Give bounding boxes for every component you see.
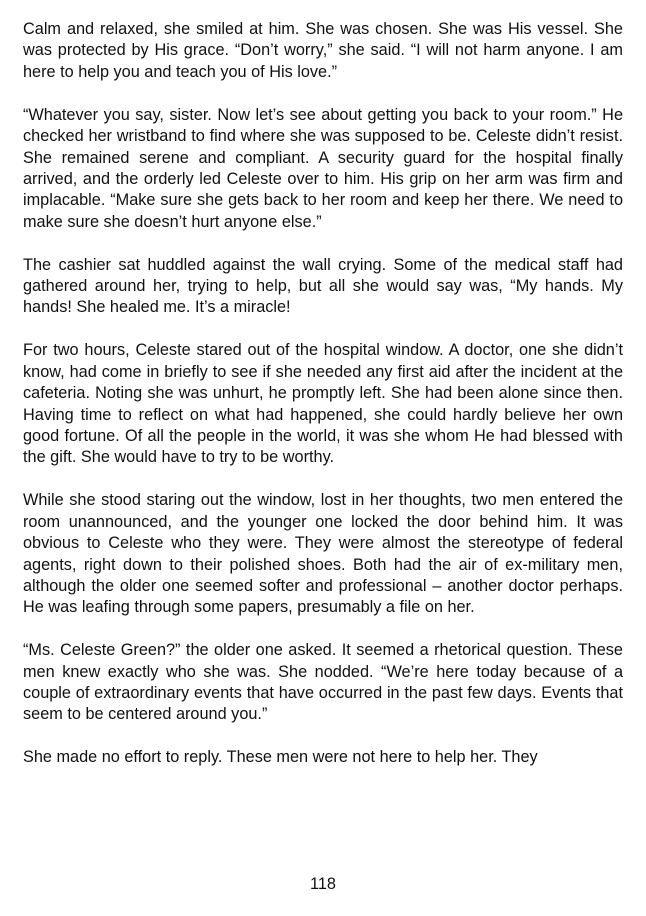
paragraph: She made no effort to reply. These men were not here to help her. They [23, 748, 538, 767]
paragraph: “Ms. Celeste Green?” the older one asked. It seemed a rhetorical question. These men knew exactly who she was. She nodded. “We’re here today because of a couple of extraordinary events that have occurred in the past few days. Events that seem to be centered around you.” [23, 641, 623, 724]
paragraph: For two hours, Celeste stared out of the hospital window. A doctor, one she didn’t know, had come in briefly to see if she needed any first aid after the incident at the cafeteria. Noting she was unhurt, he promptly left. She had been alone since then. Having time to reflect on what had happened, she could hardly believe her own good fortune. Of all the people in the world, it was she whom He had blessed with the gift. She would have to try to be worthy. [23, 341, 623, 467]
paragraph: Calm and relaxed, she smiled at him. She was chosen. She was His vessel. She was protected by His grace. “Don’t worry,” she said. “I will not harm anyone. I am here to help you and teach you of His love.” [23, 20, 623, 81]
page-body [23, 19, 623, 790]
paragraph: While she stood staring out the window, lost in her thoughts, two men entered the room unannounced, and the younger one locked the door behind him. It was obvious to Celeste who they were. They were almost the stereotype of federal agents, right down to their polished shoes. Both had the air of ex-military men, although the older one seemed softer and professional – another doctor perhaps. He was leafing through some papers, presumably a file on her. [23, 491, 623, 617]
paragraph: “Whatever you say, sister. Now let’s see about getting you back to your room.” He checked her wristband to find where she was supposed to be. Celeste didn’t resist. She remained serene and compliant. A security guard for the hospital finally arrived, and the orderly led Celeste over to him. His grip on her arm was firm and implacable. “Make sure she gets back to her room and keep her there. We need to make sure she doesn’t hurt anyone else.” [23, 105, 623, 231]
paragraph: The cashier sat huddled against the wall crying. Some of the medical staff had gathered around her, trying to help, but all she would say was, “My hands. My hands! She healed me. It’s a miracle! [23, 255, 623, 317]
page-number: 118 [310, 875, 336, 893]
